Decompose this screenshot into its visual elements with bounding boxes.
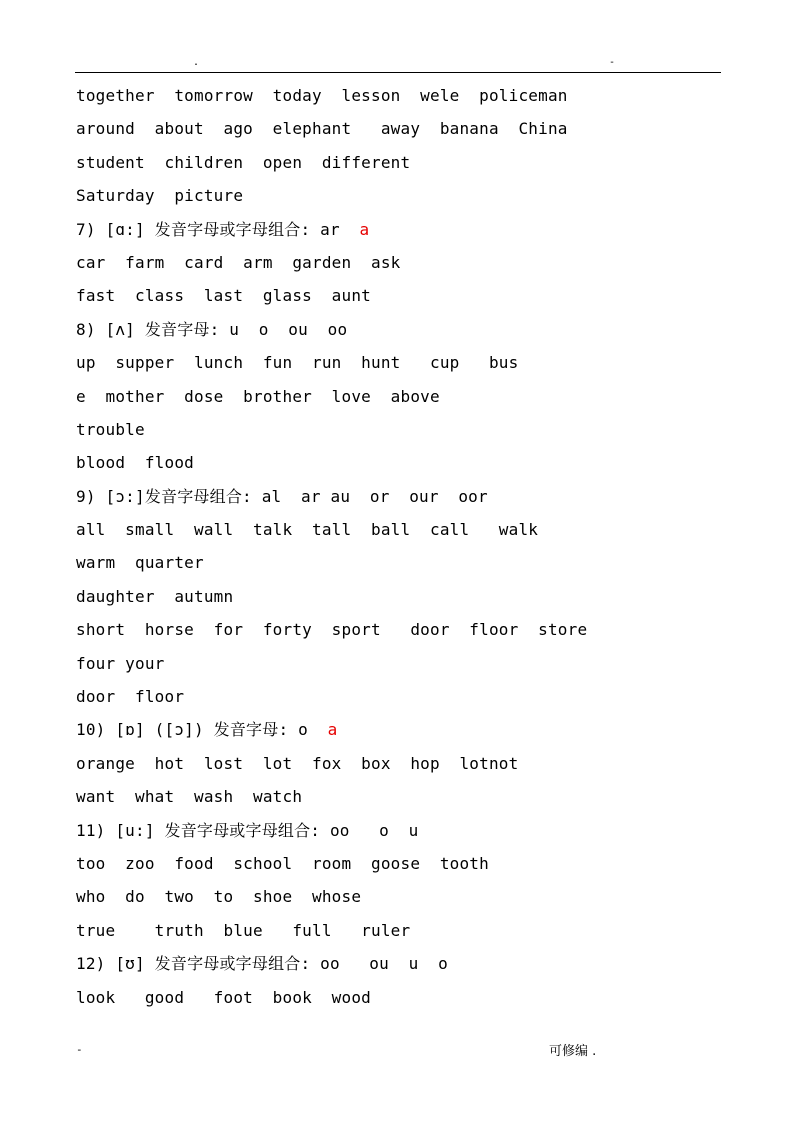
text-line [76,917,716,950]
line-text: true truth blue full ruler [76,920,411,940]
text-line [76,616,716,649]
line-text: trouble [76,419,145,439]
line-text: e mother dose brother love above [76,386,440,406]
text-line [76,683,716,716]
line-text: 10) [ɒ] ([ɔ]) 发音字母: o [76,720,328,740]
line-text: car farm card arm garden ask [76,252,401,272]
text-line [76,349,716,382]
accent-letter: a [327,720,338,740]
text-line [76,716,716,749]
line-text: 12) [ʊ] 发音字母或字母组合: oo ou u o [76,954,448,974]
text-line [76,449,716,482]
line-text: orange hot lost lot fox box hop lotnot [76,753,519,773]
text-line [76,115,716,148]
header-dash: - [609,57,616,68]
text-line [76,182,716,215]
text-line [76,383,716,416]
word-list [76,82,716,1017]
text-line [76,883,716,916]
line-text: student children open different [76,152,411,172]
line-text: Saturday picture [76,186,244,206]
text-line [76,950,716,983]
line-text: 7) [ɑ:] 发音字母或字母组合: ar [76,219,360,239]
text-line [76,783,716,816]
text-line [76,149,716,182]
text-line [76,750,716,783]
text-line [76,817,716,850]
text-line [76,984,716,1017]
line-text: 8) [ʌ] 发音字母: u o ou oo [76,319,348,339]
footer-label: 可修编 . [549,1044,597,1059]
text-line [76,82,716,115]
line-text: together tomorrow today lesson wele policeman [76,86,568,105]
header-dot: . [193,57,200,68]
text-line [76,583,716,616]
accent-letter: a [359,219,370,239]
line-text: around about ago elephant away banana China [76,119,568,139]
text-line [76,282,716,315]
line-text: look good foot book wood [76,987,371,1007]
line-text: door floor [76,687,185,707]
line-text: up supper lunch fun run hunt cup bus [76,353,519,373]
text-line [76,249,716,282]
line-text: daughter autumn [76,586,234,606]
text-line [76,316,716,349]
line-text: 9) [ɔ:]发音字母组合: al ar au or our oor [76,486,488,506]
text-line [76,516,716,549]
text-line [76,416,716,449]
line-text: four your [76,653,165,673]
text-line [76,216,716,249]
text-line [76,483,716,516]
text-line [76,549,716,582]
line-text: want what wash watch [76,787,303,807]
text-line [76,850,716,883]
line-text: fast class last glass aunt [76,286,371,306]
text-line [76,650,716,683]
footer-dash: - [76,1043,83,1056]
line-text: 11) [u:] 发音字母或字母组合: oo o u [76,820,419,840]
line-text: too zoo food school room goose tooth [76,853,489,873]
header-rule [75,72,721,73]
line-text: all small wall talk tall ball call walk [76,520,539,540]
line-text: who do two to shoe whose [76,887,362,907]
line-text: warm quarter [76,553,204,573]
line-text: short horse for forty sport door floor store [76,620,588,640]
line-text: blood flood [76,453,194,473]
